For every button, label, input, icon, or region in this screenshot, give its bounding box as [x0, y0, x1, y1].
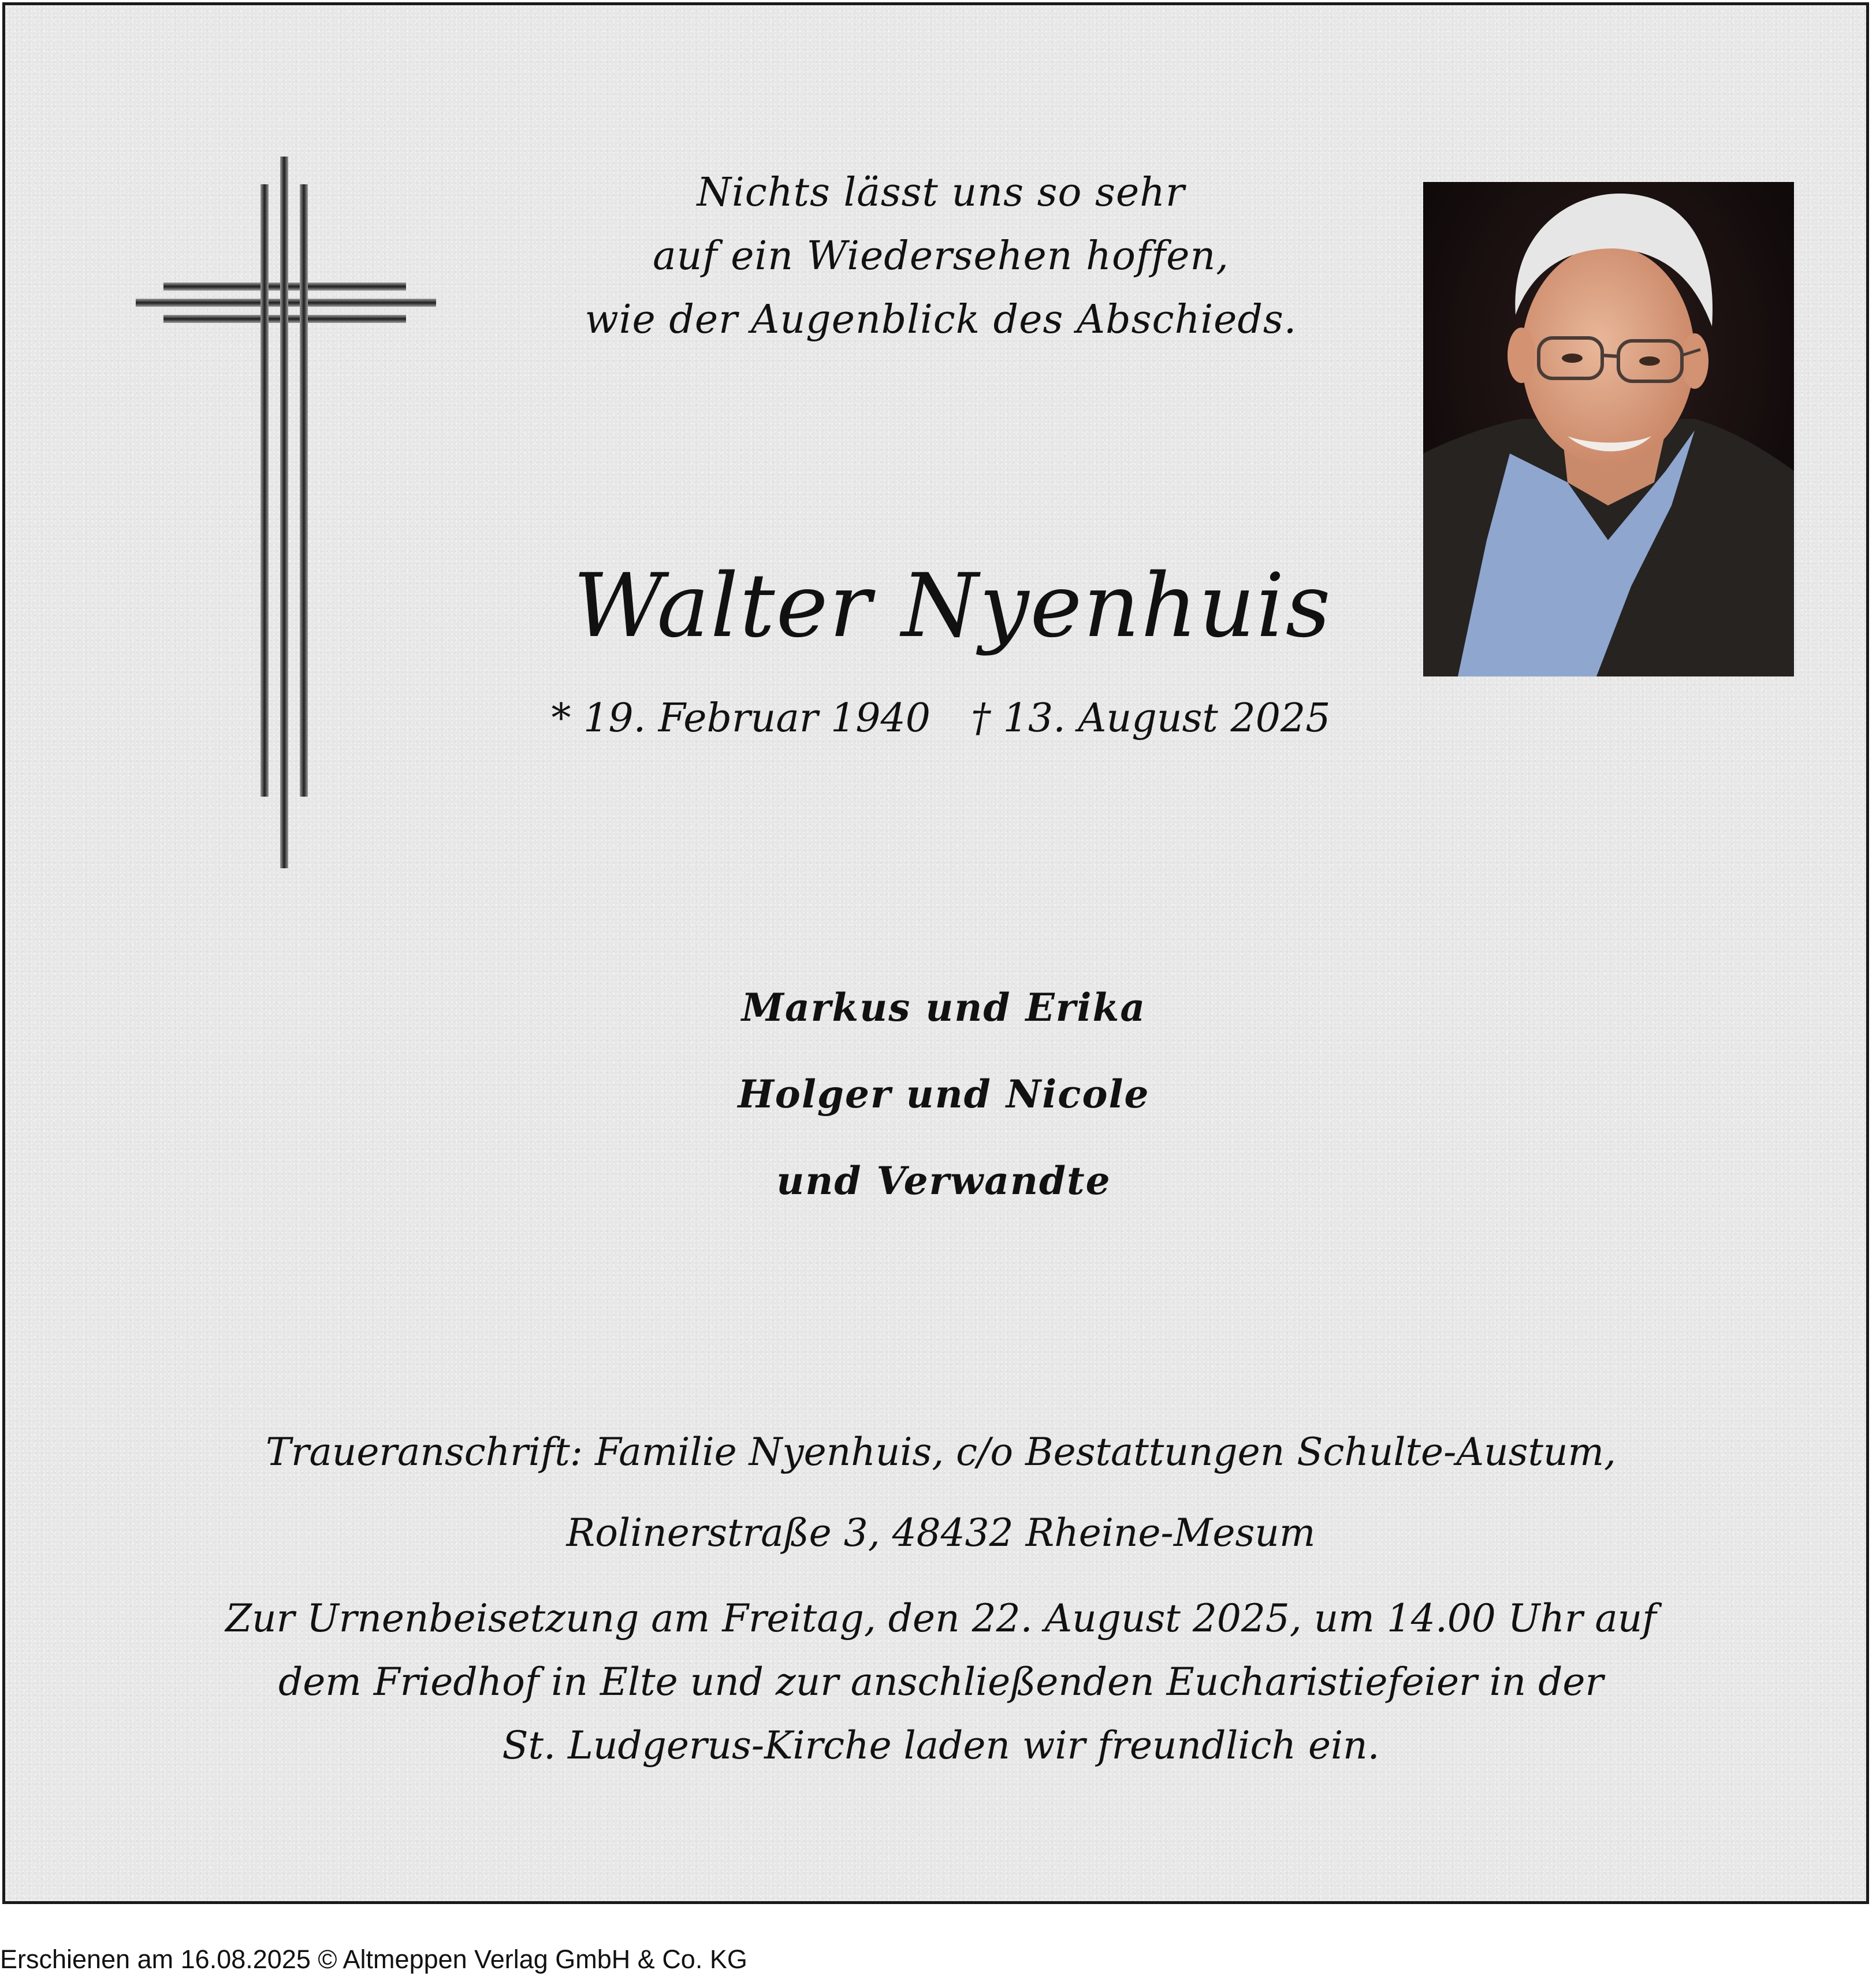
- mourning-address: [144, 1412, 1738, 1574]
- quote-line: Nichts lässt uns so sehr: [697, 170, 1185, 215]
- life-dates: [410, 690, 1472, 748]
- mourner-line: Markus und Erika: [741, 985, 1147, 1030]
- ceremony-invitation: [109, 1587, 1773, 1778]
- obituary-notice: [2, 2, 1869, 1904]
- ceremony-line: Zur Urnenbeisetzung am Freitag, den 22. August 2025, um 14.00 Uhr auf: [225, 1596, 1657, 1641]
- quote-line: auf ein Wiedersehen hoffen,: [653, 233, 1229, 279]
- cross-icon: [136, 157, 440, 868]
- birth-date: * 19. Februar 1940: [551, 696, 931, 741]
- mourner-line: Holger und Nicole: [738, 1072, 1150, 1117]
- mourner-line: und Verwandte: [776, 1158, 1111, 1203]
- publication-footer: Erschienen am 16.08.2025 © Altmeppen Verlag GmbH & Co. KG: [0, 1944, 747, 1974]
- quote-line: wie der Augenblick des Abschieds.: [585, 297, 1297, 343]
- quote: [433, 161, 1449, 352]
- ceremony-line: dem Friedhof in Elte und zur anschließenden Eucharistiefeier in der: [278, 1660, 1604, 1704]
- death-date: † 13. August 2025: [971, 696, 1331, 741]
- ceremony-line: St. Ludgerus-Kirche laden wir freundlich ein.: [502, 1723, 1380, 1768]
- address-line: Traueranschrift: Familie Nyenhuis, c/o Bestattungen Schulte-Austum,: [265, 1430, 1617, 1474]
- deceased-name: Walter Nyenhuis: [573, 555, 1332, 657]
- address-line: Rolinerstraße 3, 48432 Rheine-Mesum: [566, 1511, 1316, 1555]
- mourners-list: [583, 964, 1305, 1224]
